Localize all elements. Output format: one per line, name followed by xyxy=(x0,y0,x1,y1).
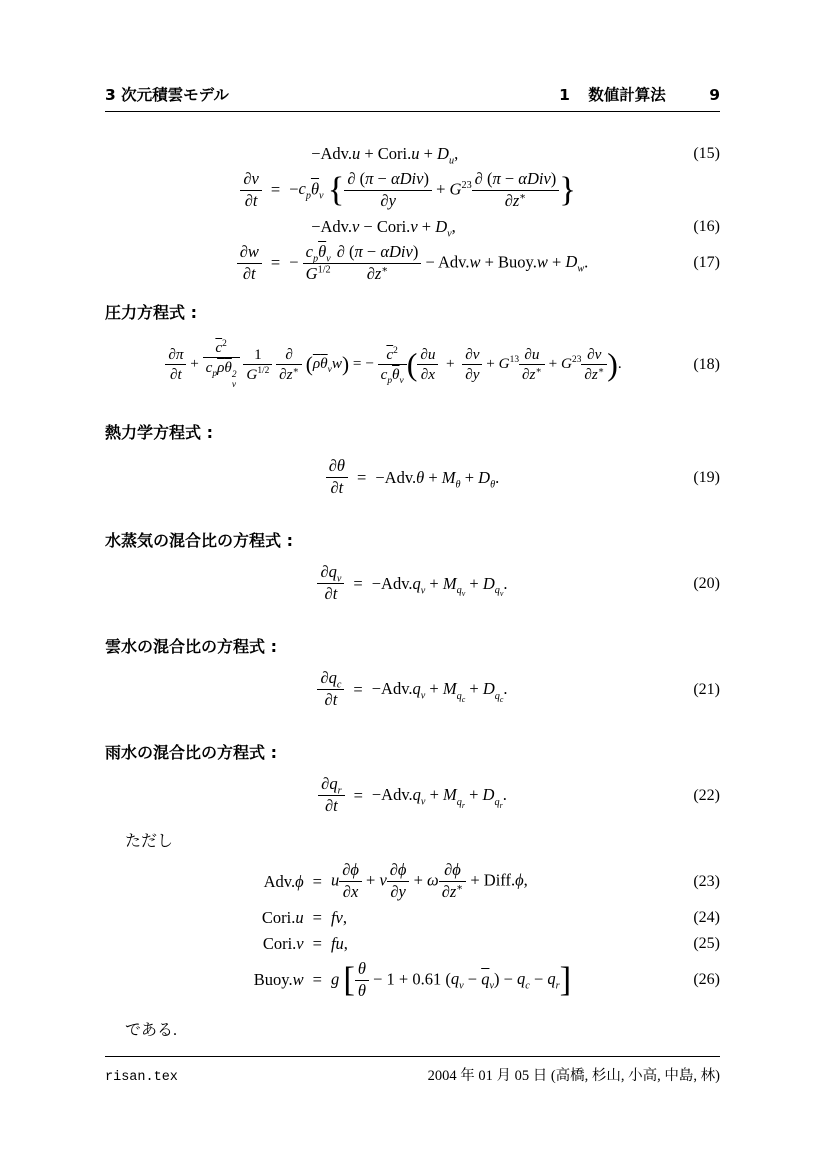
equals-sign: = xyxy=(270,180,281,200)
equation-lhs: $\frac{\partial v}{\partial t}$ xyxy=(237,170,262,211)
equation-rhs: $-Adv.q_v + M_{q_r} + D_{q_r}$. xyxy=(371,785,507,810)
equation-rhs: fv, xyxy=(330,907,347,927)
equation-rhs: g [ $\frac{\theta}{\theta}$ − 1 + 0.61 $(q_v - \overline{q}_v) - q_c - q_r$] xyxy=(330,958,572,1000)
equals-sign: = xyxy=(353,573,363,593)
equation-lhs: $\frac{\partial q_r}{\partial t}$ xyxy=(318,775,344,816)
equation-group-momentum xyxy=(105,144,720,284)
equation-cloud-water xyxy=(105,669,720,710)
equation-lhs: $\frac{\partial q_v}{\partial t}$ xyxy=(317,563,344,604)
header-chapter-number: 1 xyxy=(559,86,570,104)
equals-sign: = xyxy=(312,871,322,891)
equation-number: (20) xyxy=(693,574,720,592)
equation-lhs: Adv.ϕ xyxy=(263,871,304,891)
equation-rhs: fu, xyxy=(330,933,348,953)
heading-pressure-equation: 圧力方程式 : xyxy=(105,302,197,322)
text-tadashi: ただし xyxy=(125,833,174,851)
equation-number: (21) xyxy=(693,680,720,698)
equals-sign: = xyxy=(353,785,363,805)
header-right-group xyxy=(559,83,720,105)
equation-lhs: Cori.v xyxy=(262,933,304,953)
equation-number: (25) xyxy=(693,934,720,952)
equals-sign: = xyxy=(357,467,367,487)
equation-body: $\frac{\partial\pi}{\partial t}$ + $\overline{c}^2$ $c_p\overline{\rho}\overline{\theta}$ 2 v $\frac{1}{G^{1/2}}$ ∂ ∂z∗ $(\overline{\rho}\overline{\theta}_vw)$ = − $\overline{c}^2$ $c_p\overline{\theta}_v$ ( $\frac{\partial u}{\partial x}$ + $\frac{\partial v}{\partial y}$ + $G^{13}$ $\frac{\partial u}{\partial z^∗}$ + $G^{23}$ $\frac{\partial v}{\partial z^∗}$ ). xyxy=(165,339,621,390)
equation-rhs: $-c_p\overline{\theta}_v$ { ∂ (π − αDiv) ∂y + $G^{23}$ ∂ (π − αDiv) ∂z∗ } xyxy=(289,169,576,210)
heading-thermodynamic-equation: 熱力学方程式 : xyxy=(105,423,213,443)
footer-filename: risan.tex xyxy=(105,1070,178,1085)
equation-rhs: u $\frac{\partial\phi}{\partial x}$ + v $\frac{\partial\phi}{\partial y}$ + ω $\frac{\partial\phi}{\partial z^∗}$ + Diff.ϕ, xyxy=(330,860,528,902)
equation-number: (24) xyxy=(693,908,720,926)
heading-water-vapor-equation: 水蒸気の混合比の方程式 : xyxy=(105,531,293,551)
equation-number: (15) xyxy=(693,145,720,162)
equation-lhs: Cori.u xyxy=(261,907,304,927)
equation-rhs: $-Adv.q_v + M_{q_v} + D_{q_v}$. xyxy=(371,573,508,598)
equation-water-vapor xyxy=(105,563,720,604)
header-page-number: 9 xyxy=(709,86,720,104)
equation-pressure xyxy=(105,339,720,390)
equation-number: (26) xyxy=(693,971,720,989)
document-body xyxy=(105,112,720,1040)
page-header xyxy=(105,83,720,112)
header-chapter-title: 数値計算法 xyxy=(588,86,666,104)
equals-sign: = xyxy=(312,933,322,953)
equation-number: (18) xyxy=(693,355,720,373)
equation-number: (23) xyxy=(693,872,720,890)
footer-date-authors: 2004 年 01 月 05 日 (高橋, 杉山, 小高, 中島, 林) xyxy=(427,1068,720,1084)
equation-rhs: −Adv.u + Cori.u + $D_u$, xyxy=(311,144,459,167)
equation-lhs: $\frac{\partial w}{\partial t}$ xyxy=(237,243,262,284)
equation-number: (19) xyxy=(693,468,720,486)
equation-lhs: $\frac{\partial q_c}{\partial t}$ xyxy=(317,669,344,710)
equation-number: (16) xyxy=(693,217,720,235)
equation-rhs: −Adv.v − Cori.v + $D_v$, xyxy=(311,216,456,240)
equation-rain-water xyxy=(105,775,720,816)
page-footer xyxy=(105,1056,720,1085)
equals-sign: = xyxy=(312,970,322,990)
heading-cloud-water-equation: 雲水の混合比の方程式 : xyxy=(105,637,277,657)
equals-sign: = xyxy=(270,253,281,273)
equals-sign: = xyxy=(353,679,363,699)
heading-rain-water-equation: 雨水の混合比の方程式 : xyxy=(105,743,277,763)
text-dearu: である. xyxy=(125,1021,178,1039)
equation-rhs: $-Adv.q_v + M_{q_c} + D_{q_c}$. xyxy=(371,679,508,704)
equation-rhs: $-Adv.\theta + M_\theta + D_\theta$. xyxy=(375,467,500,491)
header-section-title: 3 次元積雲モデル xyxy=(105,86,229,104)
equation-number: (17) xyxy=(693,254,720,272)
equation-group-definitions xyxy=(105,861,720,1001)
equals-sign: = xyxy=(312,907,322,927)
equation-lhs: Buoy.w xyxy=(253,970,304,990)
equation-thermodynamic xyxy=(105,457,720,498)
equation-lhs: $\frac{\partial\theta}{\partial t}$ xyxy=(326,457,348,498)
equation-rhs: − $c_p\overline{\theta}_v$ $G^{1/2}$ ∂ (π − αDiv) ∂z∗ − Adv.w + Buoy.w + $D_w$. xyxy=(289,241,589,283)
equation-number: (22) xyxy=(693,786,720,804)
